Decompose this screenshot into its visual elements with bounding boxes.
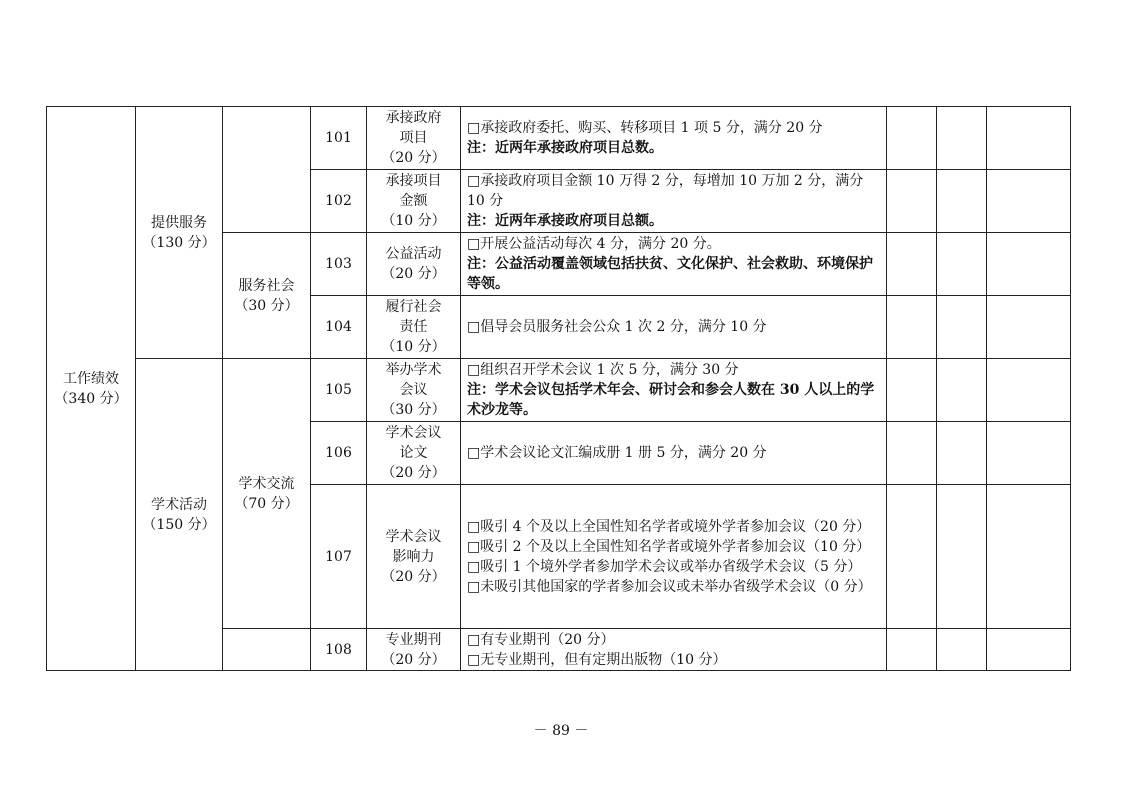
- item-code: 104: [311, 296, 367, 359]
- score-cell: [987, 296, 1071, 359]
- score-cell: [937, 107, 987, 170]
- criteria-cell: □吸引 4 个及以上全国性知名学者或境外学者参加会议（20 分） □吸引 2 个及以上全国性知名学者或境外学者参加会议（10 分） □吸引 1 个境外学者参加学术会议或举办省级学术会议（5 分） □未吸引其他国家的学者参加会议或未举办省级学术会议（0 分）: [461, 485, 887, 629]
- item-name: 承接政府 项目 （20 分）: [367, 107, 461, 170]
- score-cell: [887, 629, 937, 671]
- group-name: 学术活动: [151, 496, 207, 513]
- item-code: 105: [311, 359, 367, 422]
- score-cell: [887, 233, 937, 296]
- item-name: 公益活动 （20 分）: [367, 233, 461, 296]
- category-name: 工作绩效: [63, 370, 119, 387]
- score-cell: [887, 170, 937, 233]
- subgroup-cell-social: [223, 233, 311, 359]
- item-name: 举办学术 会议 （30 分）: [367, 359, 461, 422]
- table-row: [47, 359, 1071, 422]
- subgroup-cell-exchange: [223, 359, 311, 629]
- item-code: 102: [311, 170, 367, 233]
- criteria-cell: □承接政府项目金额 10 万得 2 分，每增加 10 万加 2 分，满分 10 分 注：近两年承接政府项目总额。: [461, 170, 887, 233]
- score-cell: [937, 233, 987, 296]
- item-name: 承接项目 金额 （10 分）: [367, 170, 461, 233]
- score-cell: [887, 359, 937, 422]
- criteria-cell: □倡导会员服务社会公众 1 次 2 分，满分 10 分: [461, 296, 887, 359]
- score-cell: [987, 107, 1071, 170]
- score-cell: [887, 107, 937, 170]
- criteria-cell: □有专业期刊（20 分） □无专业期刊，但有定期出版物（10 分）: [461, 629, 887, 671]
- criteria-note: 注：近两年承接政府项目总数。: [467, 140, 663, 156]
- subgroup-score: （30 分）: [234, 297, 299, 314]
- group-score: （150 分）: [142, 516, 216, 533]
- score-cell: [987, 359, 1071, 422]
- score-cell: [937, 485, 987, 629]
- score-cell: [987, 170, 1071, 233]
- item-code: 107: [311, 485, 367, 629]
- group-name: 提供服务: [151, 214, 207, 231]
- score-cell: [987, 485, 1071, 629]
- score-cell: [937, 296, 987, 359]
- score-cell: [987, 629, 1071, 671]
- criteria-cell: □学术会议论文汇编成册 1 册 5 分，满分 20 分: [461, 422, 887, 485]
- table-row: [47, 107, 1071, 170]
- criteria-cell: □开展公益活动每次 4 分，满分 20 分。 注：公益活动覆盖领域包括扶贫、文化保护、社会救助、环境保护等领。: [461, 233, 887, 296]
- score-cell: [887, 485, 937, 629]
- criteria-cell: □承接政府委托、购买、转移项目 1 项 5 分，满分 20 分 注：近两年承接政府项目总数。: [461, 107, 887, 170]
- page-number: － 89 －: [533, 723, 589, 739]
- item-name: 履行社会 责任 （10 分）: [367, 296, 461, 359]
- subgroup-cell-empty: [223, 107, 311, 233]
- group-cell-service: [136, 107, 223, 359]
- score-cell: [987, 422, 1071, 485]
- score-cell: [937, 422, 987, 485]
- item-name: 学术会议 论文 （20 分）: [367, 422, 461, 485]
- criteria-note: 注：近两年承接政府项目总额。: [467, 213, 663, 229]
- subgroup-score: （70 分）: [234, 495, 299, 512]
- score-cell: [887, 422, 937, 485]
- item-name: 学术会议 影响力 （20 分）: [367, 485, 461, 629]
- score-cell: [887, 296, 937, 359]
- score-cell: [937, 359, 987, 422]
- subgroup-name: 学术交流: [238, 475, 295, 492]
- score-cell: [987, 233, 1071, 296]
- item-code: 103: [311, 233, 367, 296]
- subgroup-name: 服务社会: [238, 277, 295, 294]
- group-score: （130 分）: [142, 234, 216, 251]
- score-cell: [937, 629, 987, 671]
- item-code: 101: [311, 107, 367, 170]
- criteria-cell: □组织召开学术会议 1 次 5 分，满分 30 分 注：学术会议包括学术年会、研讨会和参会人数在 30 人以上的学术沙龙等。: [461, 359, 887, 422]
- category-score: （340 分）: [54, 390, 128, 407]
- item-name: 专业期刊 （20 分）: [367, 629, 461, 671]
- group-cell-academic: [136, 359, 223, 671]
- item-code: 108: [311, 629, 367, 671]
- category-cell: [47, 107, 136, 671]
- score-cell: [937, 170, 987, 233]
- subgroup-cell-empty: [223, 629, 311, 671]
- item-code: 106: [311, 422, 367, 485]
- scoring-table: [46, 106, 1071, 671]
- criteria-note: 注：学术会议包括学术年会、研讨会和参会人数在 30 人以上的学术沙龙等。: [467, 382, 875, 418]
- criteria-note: 注：公益活动覆盖领域包括扶贫、文化保护、社会救助、环境保护等领。: [467, 256, 873, 292]
